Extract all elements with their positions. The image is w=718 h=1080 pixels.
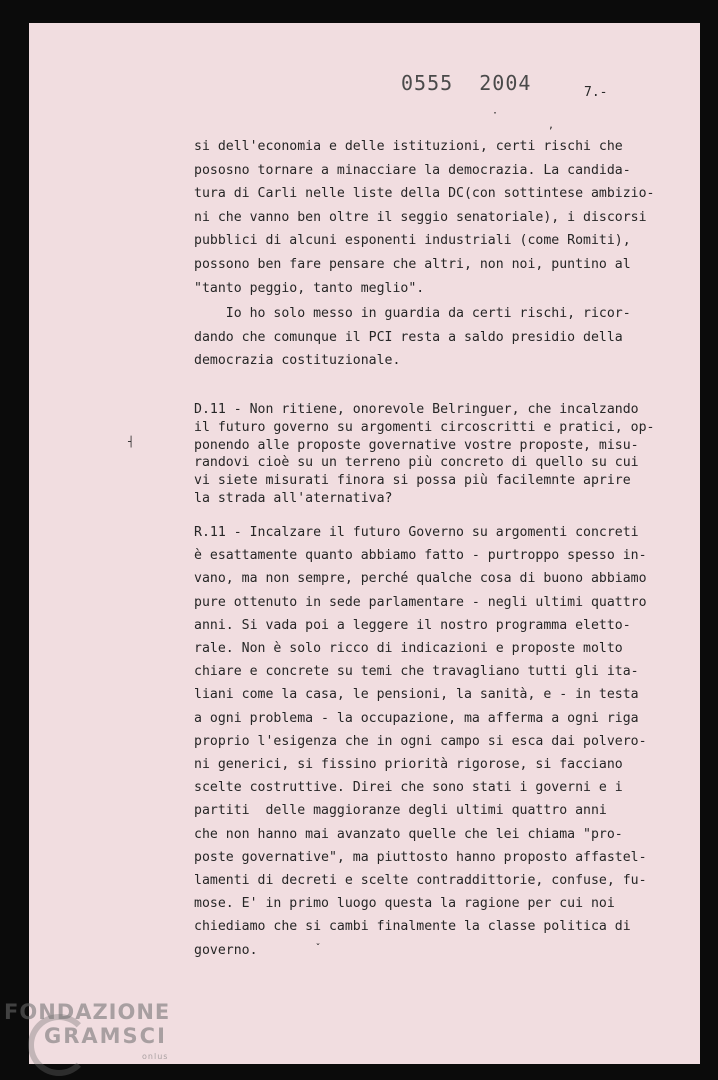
page-number: 7.- <box>584 85 608 100</box>
watermark-line1: FONDAZIONE <box>4 1000 171 1024</box>
watermark-logo <box>4 1000 171 1061</box>
text-line: R.11 - Incalzare il futuro Governo su argomenti concreti <box>194 525 639 540</box>
text-line: ni che vanno ben oltre il seggio senatoriale), i discorsi <box>194 209 647 225</box>
text-line: pososno tornare a minacciare la democrazia. La candida- <box>194 162 631 178</box>
text-line: Io ho solo messo in guardia da certi rischi, ricor- <box>194 306 631 321</box>
text-line: proprio l'esigenza che in ogni campo si esca dai polvero- <box>194 733 647 749</box>
answer-r11 <box>194 521 647 962</box>
text-line: a ogni problema - la occupazione, ma afferma a ogni riga <box>194 710 639 726</box>
text-line: democrazia costituzionale. <box>194 353 401 369</box>
text-line: pure ottenuto in sede parlamentare - negli ultimi quattro <box>194 594 647 610</box>
text-line: partiti delle maggioranze degli ultimi quattro anni <box>194 803 607 819</box>
ink-speck: ˇ <box>315 943 322 954</box>
paragraph-continuation <box>194 135 655 300</box>
text-line: anni. Si vada poi a leggere il nostro programma eletto- <box>194 617 631 633</box>
text-line: randovi cioè su un terreno più concreto di quello su cui <box>194 455 639 471</box>
text-line: D.11 - Non ritiene, onorevole Belringuer, che incalzando <box>194 402 639 417</box>
text-line: ni generici, si fissino priorità rigorose, si facciano <box>194 757 623 773</box>
question-d11 <box>194 401 655 508</box>
text-line: possono ben fare pensare che altri, non noi, puntino al <box>194 256 631 272</box>
text-line: tura di Carli nelle liste della DC(con sottintese ambizio- <box>194 186 655 202</box>
text-line: liani come la casa, le pensioni, la sanità, e - in testa <box>194 687 639 703</box>
text-line: vano, ma non sempre, perché qualche cosa di buono abbiamo <box>194 571 647 587</box>
ink-speck: ┤ <box>128 437 135 448</box>
text-line: ponendo alle proposte governative vostre proposte, misu- <box>194 437 639 453</box>
text-line: che non hanno mai avanzato quelle che lei chiama "pro- <box>194 826 623 842</box>
text-line: vi siete misurati finora si possa più facilemnte aprire <box>194 473 631 489</box>
text-line: dando che comunque il PCI resta a saldo presidio della <box>194 329 623 345</box>
text-line: il futuro governo su argomenti circoscritti e pratici, op- <box>194 419 655 435</box>
ink-speck: · <box>492 108 499 119</box>
watermark-line3: onlus <box>142 1052 169 1061</box>
text-line: lamenti di decreti e scelte contraddittorie, confuse, fu- <box>194 873 647 889</box>
text-line: governo. <box>194 942 258 958</box>
text-line: poste governative", ma piuttosto hanno proposto affastel- <box>194 849 647 865</box>
archive-stamp-number: 0555 2004 <box>401 71 532 95</box>
watermark-line2: GRAMSCI <box>44 1024 167 1048</box>
text-line: pubblici di alcuni esponenti industriali (come Romiti), <box>194 233 631 249</box>
text-line: rale. Non è solo ricco di indicazioni e proposte molto <box>194 641 623 657</box>
ink-speck: , <box>548 120 555 131</box>
text-line: "tanto peggio, tanto meglio". <box>194 280 425 296</box>
text-line: chiare e concrete su temi che travagliano tutti gli ita- <box>194 664 639 680</box>
text-line: è esattamente quanto abbiamo fatto - purtroppo spesso in- <box>194 548 647 564</box>
text-line: mose. E' in primo luogo questa la ragione per cui noi <box>194 896 615 912</box>
text-line: si dell'economia e delle istituzioni, certi rischi che <box>194 139 623 154</box>
document-page <box>29 23 700 1064</box>
paragraph-statement <box>194 302 631 373</box>
text-line: chiediamo che si cambi finalmente la classe politica di <box>194 919 631 935</box>
text-line: scelte costruttive. Direi che sono stati i governi e i <box>194 780 623 796</box>
text-line: la strada all'aternativa? <box>194 490 393 506</box>
